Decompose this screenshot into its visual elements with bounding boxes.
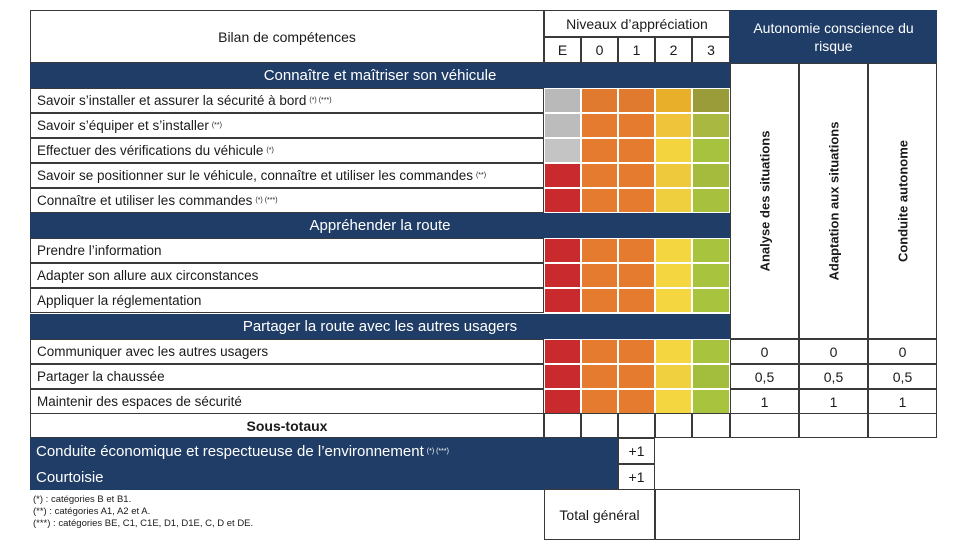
level-cell-2[interactable] xyxy=(655,138,692,163)
level-cell-3[interactable] xyxy=(692,113,730,138)
level-cell-2[interactable] xyxy=(655,339,692,364)
level-cell-1[interactable] xyxy=(618,263,655,288)
bonus-value: +1 xyxy=(628,469,645,485)
competence-note: (**) xyxy=(475,172,487,179)
level-header-3 xyxy=(655,37,692,63)
section-header-2 xyxy=(30,314,730,339)
level-cell-0[interactable] xyxy=(581,138,618,163)
total-general-text: Total général xyxy=(559,506,640,523)
level-cell-3[interactable] xyxy=(692,389,730,414)
competence-label: Savoir s’équiper et s’installer xyxy=(37,118,209,133)
competence-note: (**) xyxy=(211,122,222,129)
section-header-0 xyxy=(30,63,730,88)
level-cell-2[interactable] xyxy=(655,389,692,414)
autonomie-value: 0,5 xyxy=(823,368,844,385)
sous-total-cell[interactable] xyxy=(692,413,730,438)
sous-totaux-text: Sous-totaux xyxy=(246,417,328,434)
level-cell-E[interactable] xyxy=(544,163,581,188)
autonomie-value-cell xyxy=(730,364,799,389)
level-cell-0[interactable] xyxy=(581,339,618,364)
level-cell-1[interactable] xyxy=(618,389,655,414)
level-cell-1[interactable] xyxy=(618,88,655,113)
level-cell-1[interactable] xyxy=(618,364,655,389)
level-cell-0[interactable] xyxy=(581,364,618,389)
competence-label: Communiquer avec les autres usagers xyxy=(37,344,269,359)
level-cell-0[interactable] xyxy=(581,113,618,138)
competence-row xyxy=(30,113,544,138)
level-cell-2[interactable] xyxy=(655,188,692,213)
level-cell-0[interactable] xyxy=(581,389,618,414)
sous-total-cell[interactable] xyxy=(618,413,655,438)
level-cell-0[interactable] xyxy=(581,288,618,313)
level-cell-E[interactable] xyxy=(544,138,581,163)
section-header-1 xyxy=(30,213,730,238)
level-cell-0[interactable] xyxy=(581,163,618,188)
footnote-1: (*) : catégories B et B1. xyxy=(33,494,132,505)
competence-label: Savoir se positionner sur le véhicule, connaître et utiliser les commandes xyxy=(37,168,473,183)
level-cell-3[interactable] xyxy=(692,364,730,389)
competence-label: Maintenir des espaces de sécurité xyxy=(37,394,242,409)
sous-total-cell[interactable] xyxy=(868,413,937,438)
autonomie-value: 0 xyxy=(829,343,838,360)
footnotes xyxy=(33,494,433,530)
competence-row xyxy=(30,88,544,113)
bonus-label: Conduite économique et respectueuse de l’environnement xyxy=(36,442,424,460)
competence-label: Adapter son allure aux circonstances xyxy=(37,268,259,283)
level-header-text: 3 xyxy=(707,42,715,58)
level-cell-3[interactable] xyxy=(692,263,730,288)
level-cell-3[interactable] xyxy=(692,288,730,313)
level-header-4 xyxy=(692,37,730,63)
autonomie-value: 1 xyxy=(898,393,907,410)
competence-row xyxy=(30,339,544,364)
total-general-value[interactable] xyxy=(655,489,800,540)
bilan-title: Bilan de compétences xyxy=(218,28,356,45)
autonomie-header xyxy=(730,10,937,63)
level-cell-1[interactable] xyxy=(618,339,655,364)
level-cell-3[interactable] xyxy=(692,339,730,364)
level-cell-E[interactable] xyxy=(544,339,581,364)
competence-note: (*) (***) xyxy=(309,97,332,104)
level-cell-1[interactable] xyxy=(618,288,655,313)
bonus-value-cell xyxy=(618,438,655,464)
niveaux-title: Niveaux d’appréciation xyxy=(566,15,708,32)
bonus-value: +1 xyxy=(628,443,645,459)
level-cell-0[interactable] xyxy=(581,238,618,263)
level-cell-2[interactable] xyxy=(655,288,692,313)
niveaux-header xyxy=(544,10,730,37)
section-title: Connaître et maîtriser son véhicule xyxy=(263,67,497,84)
autonomie-value-cell xyxy=(868,389,937,414)
competence-label: Savoir s’installer et assurer la sécurité à bord xyxy=(37,93,307,108)
footnote-3: (***) : catégories BE, C1, C1E, D1, D1E, C, D et DE. xyxy=(33,518,254,529)
competence-row xyxy=(30,263,544,288)
competence-label: Partager la chaussée xyxy=(37,369,165,384)
level-cell-1[interactable] xyxy=(618,238,655,263)
level-cell-3[interactable] xyxy=(692,238,730,263)
autonomie-value: 0,5 xyxy=(892,368,913,385)
level-cell-1[interactable] xyxy=(618,163,655,188)
level-cell-2[interactable] xyxy=(655,238,692,263)
competence-label: Effectuer des vérifications du véhicule xyxy=(37,143,264,158)
competence-row xyxy=(30,288,544,313)
level-cell-2[interactable] xyxy=(655,263,692,288)
competence-row xyxy=(30,163,544,188)
bilan-header xyxy=(30,10,544,63)
level-cell-3[interactable] xyxy=(692,188,730,213)
level-cell-E[interactable] xyxy=(544,113,581,138)
autonomie-value-cell xyxy=(799,339,868,364)
autonomie-column-label: Analyse des situations xyxy=(757,130,772,272)
section-title: Partager la route avec les autres usagers xyxy=(242,318,518,335)
level-cell-2[interactable] xyxy=(655,163,692,188)
autonomie-value: 0 xyxy=(898,343,907,360)
autonomie-value-cell xyxy=(730,389,799,414)
level-cell-0[interactable] xyxy=(581,263,618,288)
autonomie-value: 1 xyxy=(760,393,769,410)
bonus-row-label xyxy=(30,464,618,490)
competence-note: (*) xyxy=(266,147,274,154)
level-cell-E[interactable] xyxy=(544,88,581,113)
level-cell-3[interactable] xyxy=(692,88,730,113)
autonomie-value-cell xyxy=(868,364,937,389)
competence-label: Appliquer la réglementation xyxy=(37,293,202,308)
bonus-row-label xyxy=(30,438,618,464)
level-header-2 xyxy=(618,37,655,63)
section-title: Appréhender la route xyxy=(309,217,451,234)
level-cell-E[interactable] xyxy=(544,238,581,263)
sous-total-cell[interactable] xyxy=(544,413,581,438)
level-cell-E[interactable] xyxy=(544,364,581,389)
autonomie-column-2 xyxy=(868,63,937,339)
autonomie-value: 0,5 xyxy=(754,368,775,385)
level-header-text: E xyxy=(557,42,568,58)
level-cell-E[interactable] xyxy=(544,263,581,288)
autonomie-value-cell xyxy=(730,339,799,364)
total-general-label xyxy=(544,489,655,540)
bonus-note: (*) (***) xyxy=(426,447,449,455)
competence-row xyxy=(30,364,544,389)
sous-total-cell[interactable] xyxy=(655,413,692,438)
competence-label: Prendre l’information xyxy=(37,243,162,258)
autonomie-column-1 xyxy=(799,63,868,339)
bonus-value-cell xyxy=(618,464,655,490)
level-cell-1[interactable] xyxy=(618,188,655,213)
autonomie-value: 0 xyxy=(760,343,769,360)
level-cell-3[interactable] xyxy=(692,163,730,188)
sous-totaux-label xyxy=(30,413,544,438)
level-header-text: 1 xyxy=(632,42,641,58)
competence-label: Connaître et utiliser les commandes xyxy=(37,193,253,208)
level-header-0 xyxy=(544,37,581,63)
level-cell-2[interactable] xyxy=(655,88,692,113)
level-cell-0[interactable] xyxy=(581,88,618,113)
competence-row xyxy=(30,188,544,213)
level-cell-0[interactable] xyxy=(581,188,618,213)
autonomie-value-cell xyxy=(868,339,937,364)
level-cell-2[interactable] xyxy=(655,113,692,138)
sous-total-cell[interactable] xyxy=(581,413,618,438)
competence-row xyxy=(30,389,544,414)
level-header-text: 0 xyxy=(595,42,604,58)
autonomie-column-0 xyxy=(730,63,799,339)
autonomie-value-cell xyxy=(799,364,868,389)
footnote-2: (**) : catégories A1, A2 et A. xyxy=(33,506,151,517)
level-cell-2[interactable] xyxy=(655,364,692,389)
bonus-label: Courtoisie xyxy=(36,468,104,486)
level-cell-1[interactable] xyxy=(618,138,655,163)
level-cell-E[interactable] xyxy=(544,188,581,213)
autonomie-column-label: Adaptation aux situations xyxy=(826,121,841,281)
level-header-text: 2 xyxy=(669,42,678,58)
level-cell-E[interactable] xyxy=(544,288,581,313)
sous-total-cell[interactable] xyxy=(730,413,799,438)
competence-row xyxy=(30,138,544,163)
autonomie-value: 1 xyxy=(829,393,838,410)
autonomie-column-label: Conduite autonome xyxy=(895,139,910,263)
competence-row xyxy=(30,238,544,263)
competence-note: (*) (***) xyxy=(255,197,278,204)
level-header-1 xyxy=(581,37,618,63)
autonomie-title: Autonomie conscience du risque xyxy=(753,19,914,54)
level-cell-1[interactable] xyxy=(618,113,655,138)
level-cell-E[interactable] xyxy=(544,389,581,414)
sous-total-cell[interactable] xyxy=(799,413,868,438)
autonomie-value-cell xyxy=(799,389,868,414)
level-cell-3[interactable] xyxy=(692,138,730,163)
